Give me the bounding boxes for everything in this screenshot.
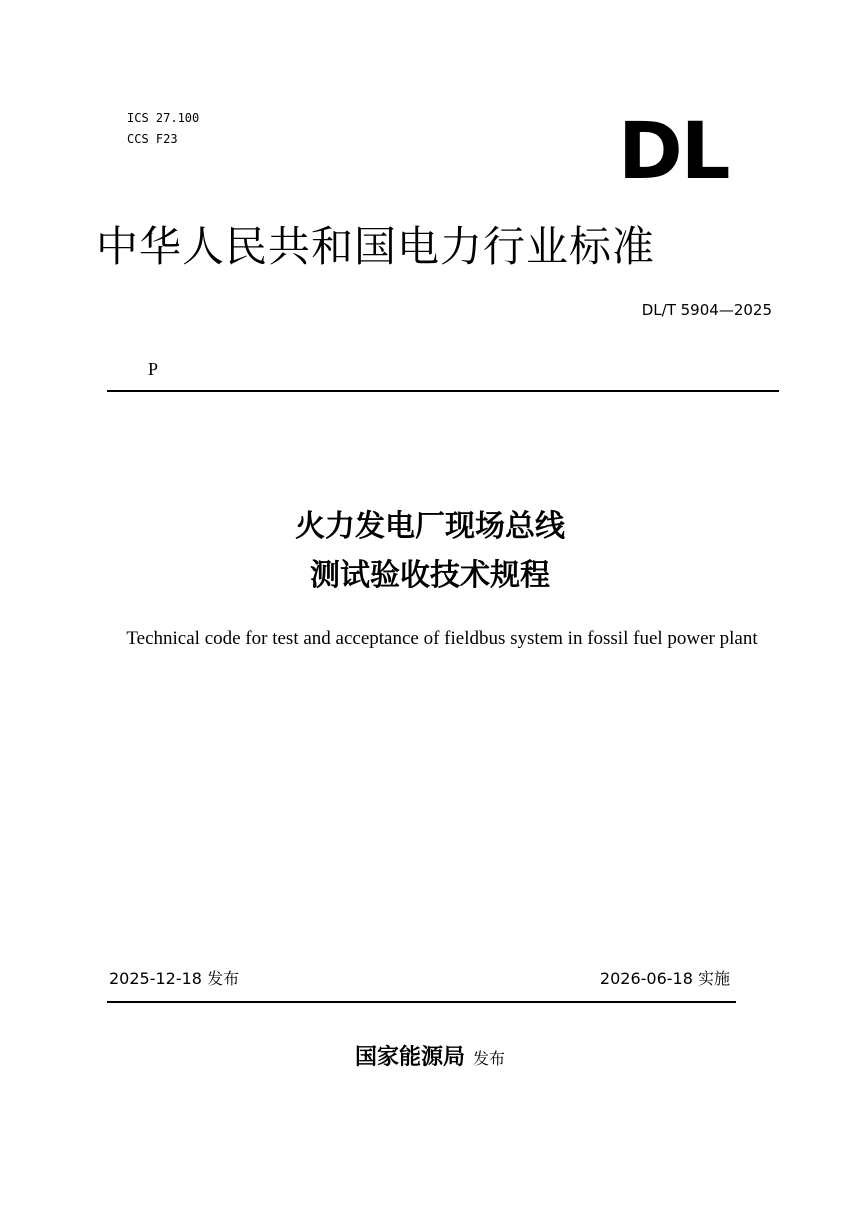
issue-date: 2025-12-18 发布 (109, 969, 240, 988)
chinese-title-line-1: 火力发电厂现场总线 (295, 509, 565, 544)
standard-number: DL/T 5904—2025 (641, 301, 772, 319)
effective-date: 2026-06-18 实施 (599, 969, 730, 988)
chinese-title-line-2: 测试验收技术规程 (310, 558, 550, 593)
publisher-action: 发布 (473, 1049, 506, 1068)
ccs-code: CCS F23 (127, 132, 178, 146)
publisher-name: 国家能源局 (354, 1045, 465, 1070)
dl-logo: DL (618, 107, 729, 197)
top-divider (107, 390, 779, 392)
classification-code: P (148, 359, 159, 379)
organization-title: 中华人民共和国电力行业标准 (96, 222, 656, 271)
bottom-divider (107, 1001, 736, 1003)
publisher (0, 1042, 860, 1075)
ics-code: ICS 27.100 (127, 111, 200, 125)
english-title: Technical code for test and acceptance of fieldbus system in fossil fuel power plant (126, 628, 758, 649)
